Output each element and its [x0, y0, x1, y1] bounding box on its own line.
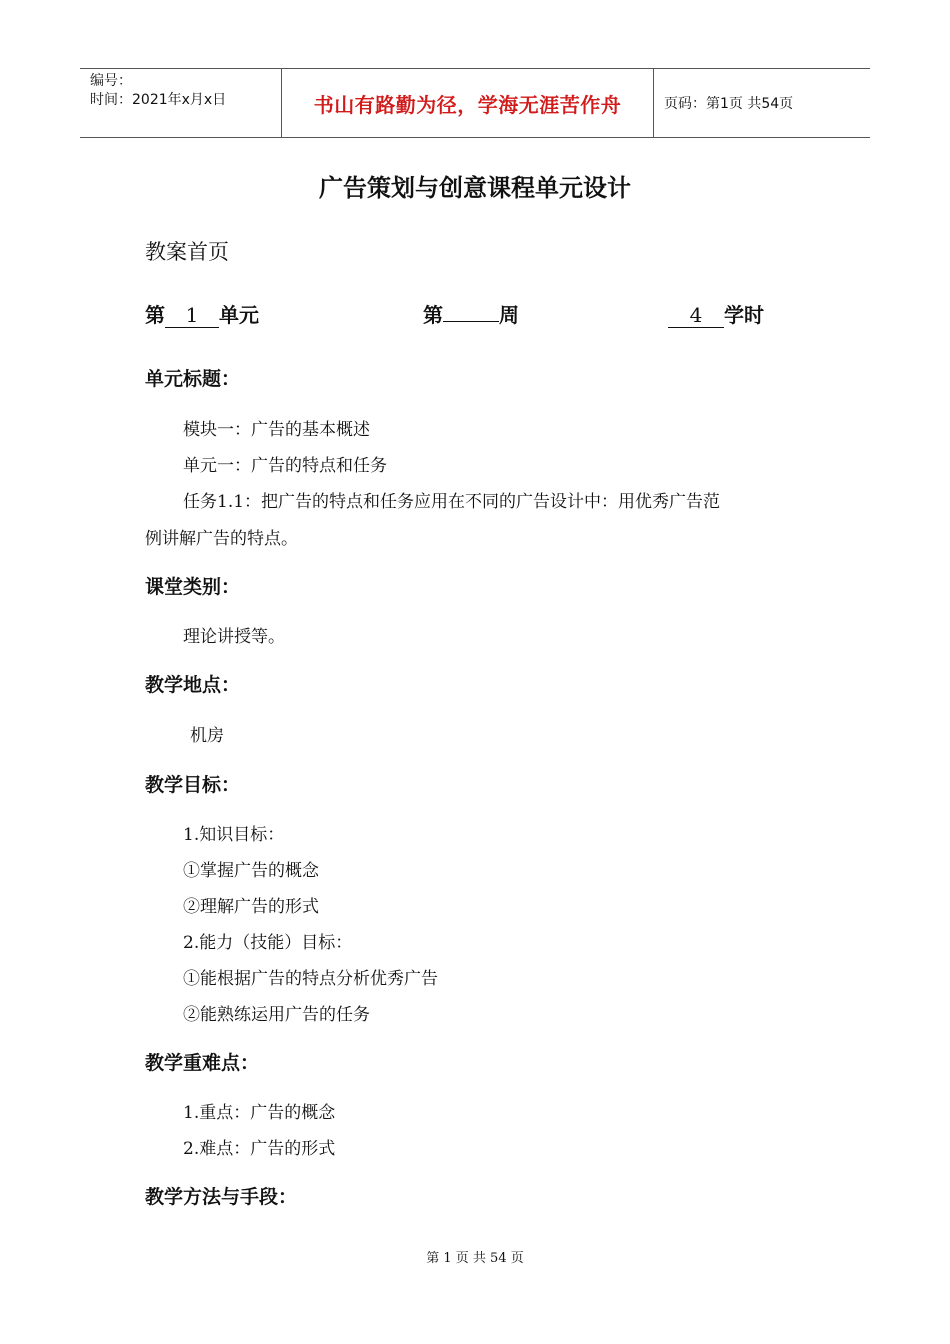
unit-row — [145, 299, 785, 331]
number-label: 编号： — [90, 73, 132, 89]
unit-prefix: 第 — [145, 303, 165, 327]
unit-field — [145, 299, 259, 328]
methods-heading: 教学方法与手段： — [145, 1186, 298, 1208]
goals-line: ①能根据广告的特点分析优秀广告 — [183, 969, 438, 989]
goals-line: ②理解广告的形式 — [183, 897, 319, 917]
key-points-line: 1.重点：广告的概念 — [183, 1103, 336, 1123]
location-line: 机房 — [190, 726, 224, 746]
hours-number: 4 — [668, 303, 724, 328]
goals-line: 1.知识目标： — [183, 825, 285, 845]
week-number — [443, 321, 499, 322]
document-title: 广告策划与创意课程单元设计 — [319, 174, 631, 202]
class-type-heading: 课堂类别： — [145, 576, 241, 598]
unit-title-line: 例讲解广告的特点。 — [145, 529, 298, 549]
class-type-line: 理论讲授等。 — [183, 627, 285, 647]
week-suffix: 周 — [499, 303, 519, 327]
unit-suffix: 单元 — [219, 303, 259, 327]
unit-title-line: 任务1.1：把广告的特点和任务应用在不同的广告设计中：用优秀广告范 — [183, 492, 721, 512]
unit-title-line: 模块一：广告的基本概述 — [183, 420, 370, 440]
location-heading: 教学地点： — [145, 674, 241, 696]
week-prefix: 第 — [423, 303, 443, 327]
unit-title-line: 单元一：广告的特点和任务 — [183, 456, 387, 476]
hours-suffix: 学时 — [724, 303, 764, 327]
page-footer: 第 1 页 共 54 页 — [426, 1251, 524, 1266]
motto-text: 书山有路勤为径，学海无涯苦作舟 — [313, 92, 622, 117]
lesson-plan-heading: 教案首页 — [145, 240, 229, 264]
goals-line: ①掌握广告的概念 — [183, 861, 319, 881]
page-info: 页码：第1页 共54页 — [664, 96, 794, 112]
header-left-cell — [80, 69, 281, 137]
key-points-line: 2.难点：广告的形式 — [183, 1139, 336, 1159]
goals-line: 2.能力（技能）目标： — [183, 933, 353, 953]
goals-line: ②能熟练运用广告的任务 — [183, 1005, 370, 1025]
goals-heading: 教学目标： — [145, 774, 241, 796]
header-table — [80, 68, 870, 138]
hours-field — [668, 299, 764, 328]
header-motto-cell — [281, 69, 654, 137]
time-label: 时间：2021年x月x日 — [90, 92, 227, 108]
week-field — [423, 299, 519, 328]
unit-title-heading: 单元标题： — [145, 368, 241, 390]
unit-number: 1 — [165, 303, 219, 328]
header-page-cell — [654, 69, 870, 137]
key-points-heading: 教学重难点： — [145, 1052, 260, 1074]
